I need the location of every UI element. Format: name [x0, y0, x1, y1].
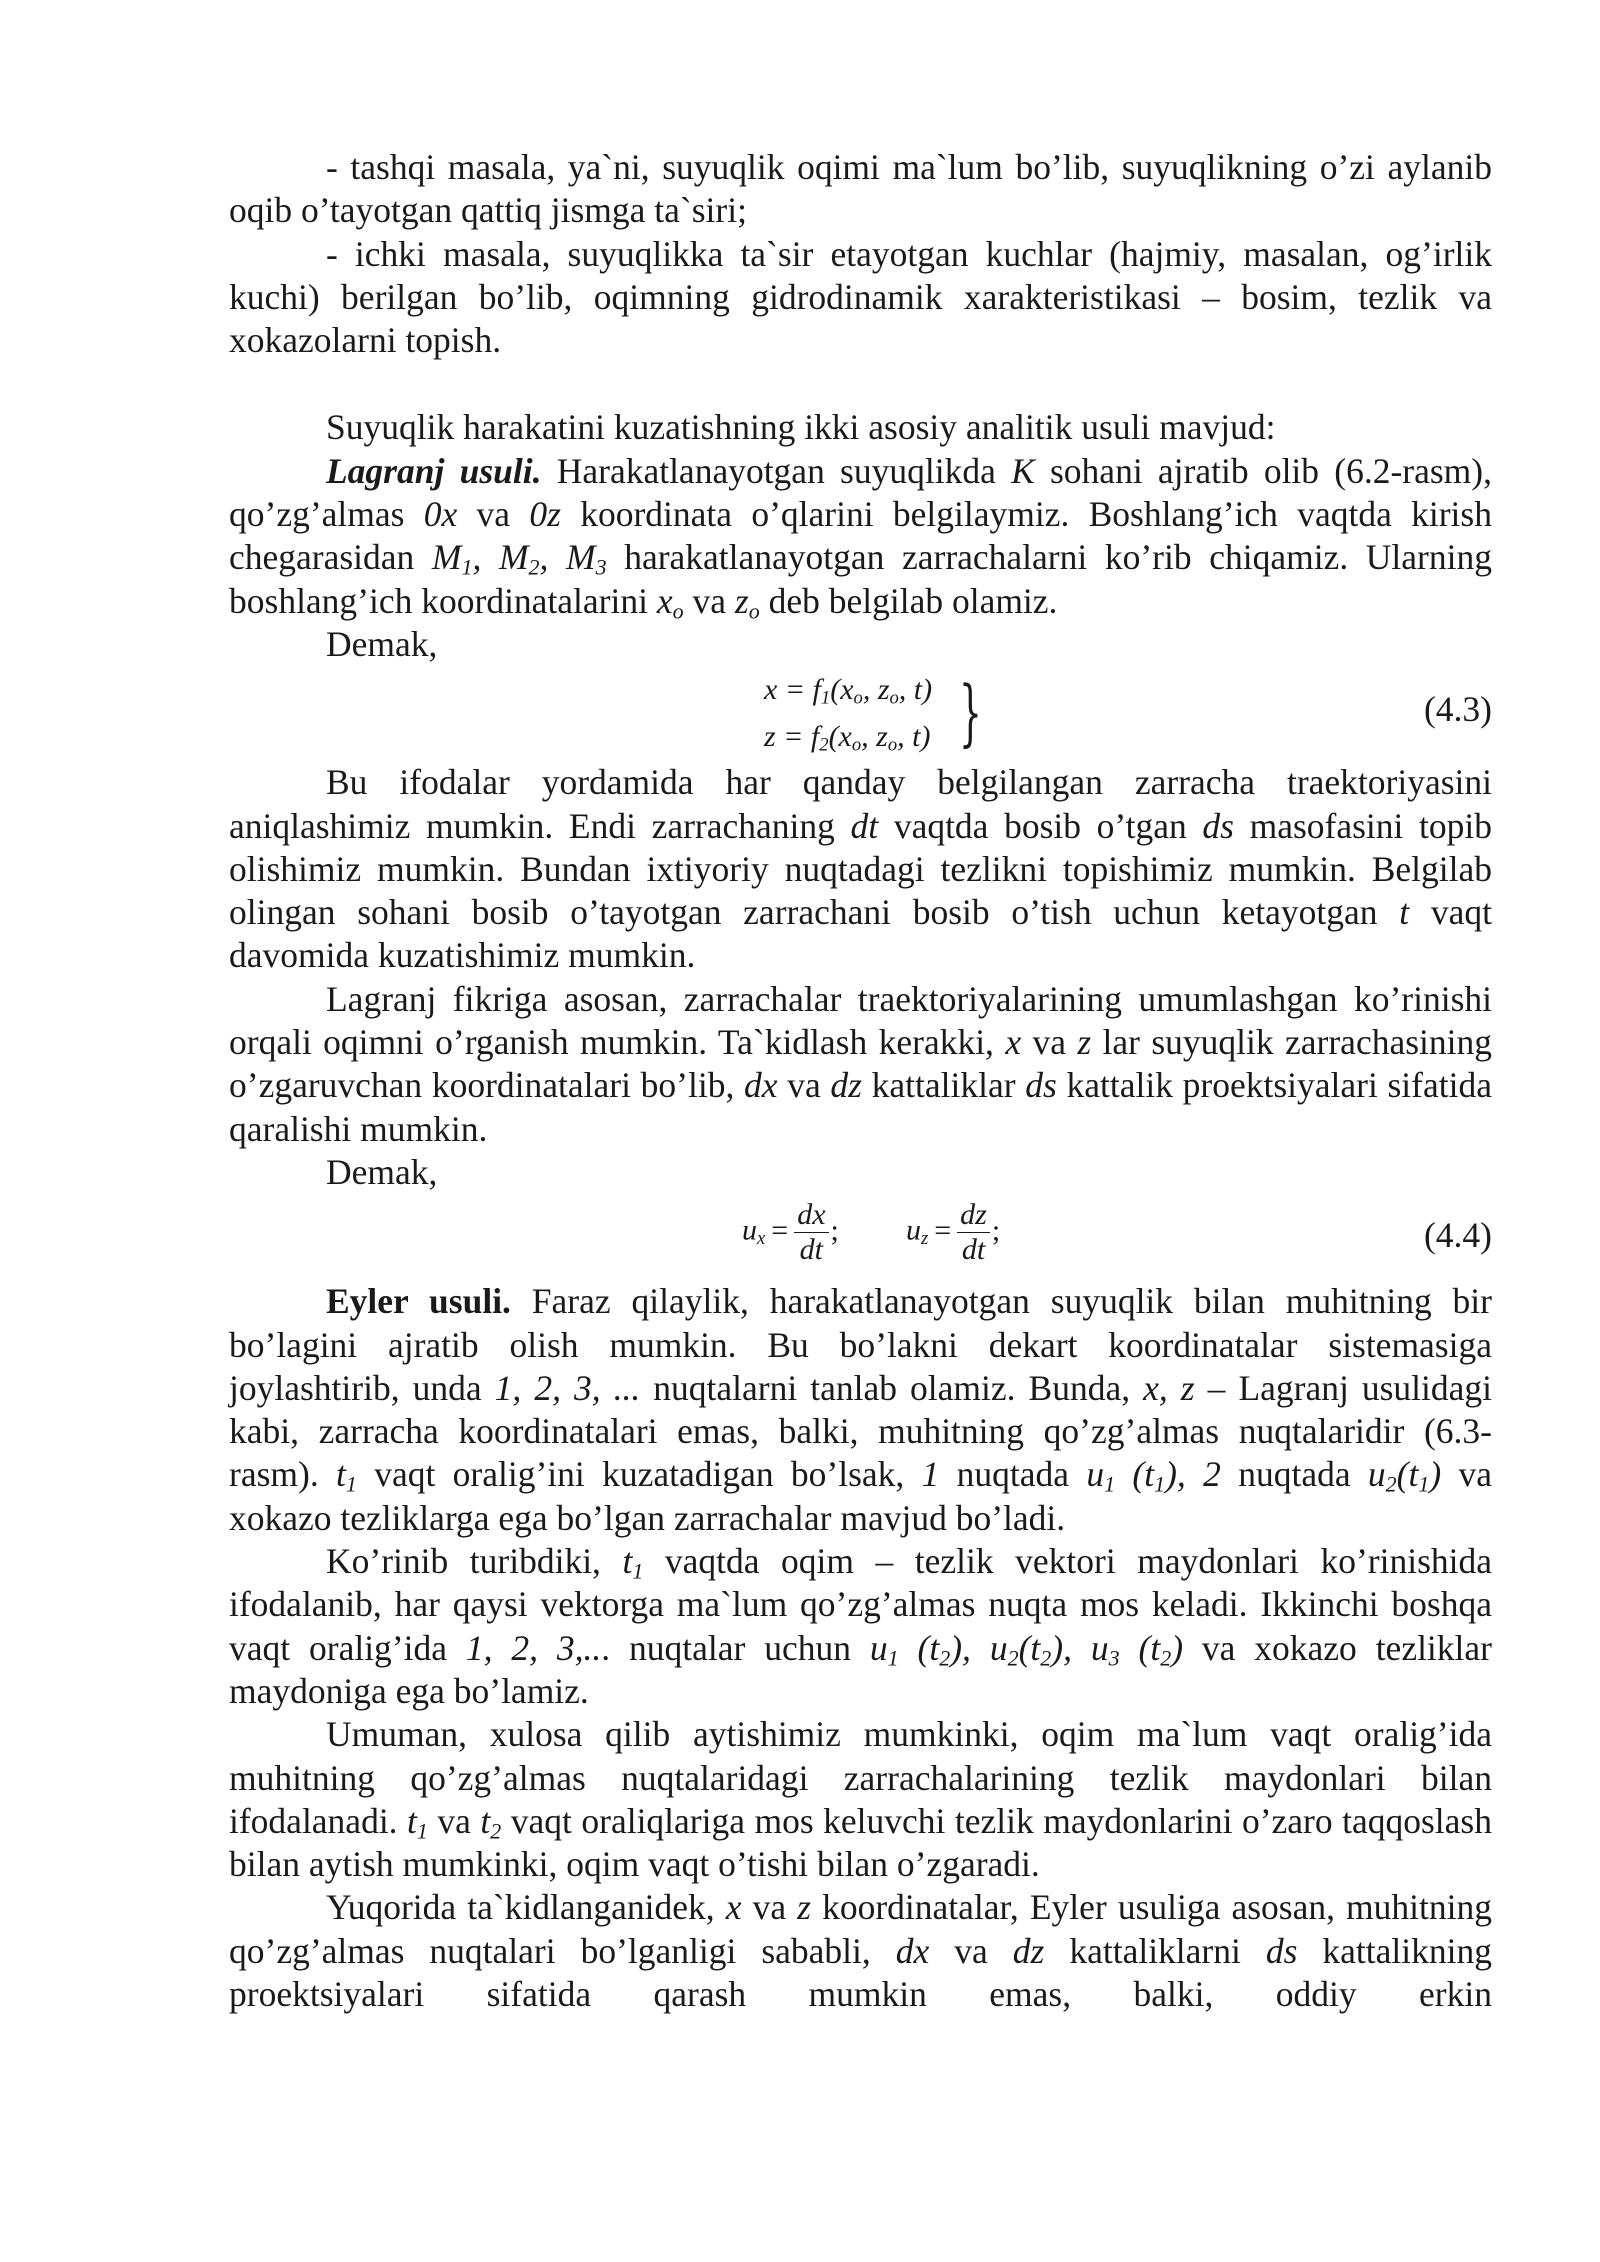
math-symbol: M	[566, 537, 596, 578]
paragraph-lagrange-idea	[229, 978, 1492, 1151]
math-symbol: ,	[472, 537, 499, 578]
paragraph-euler-coordinates	[229, 1886, 1492, 2016]
paragraph-text: deb belgilab olamiz.	[759, 580, 1058, 621]
fraction-dz-dt	[957, 1198, 990, 1267]
paragraph-text: Suyuqlik harakatini kuzatishning ikki asosiy analitik usuli mavjud:	[326, 407, 1276, 448]
math-subscript: 1	[887, 1645, 899, 1671]
paragraph-text: nuqtalarni tanlab olamiz. Bunda,	[640, 1367, 1144, 1408]
section-title-euler: Eyler usuli.	[326, 1281, 511, 1322]
paragraph-demak-2	[229, 1151, 1492, 1194]
math-subscript: 1	[632, 1558, 644, 1584]
math-symbol: M	[498, 537, 529, 578]
math-subscript: 1	[461, 554, 473, 580]
math-symbol: u	[1367, 1454, 1386, 1495]
paragraph-text: kattalikning proektsiyalari sifatida qarash mumkin emas, balki, oddiy erkin	[229, 1930, 1492, 2014]
math-text: , t)	[898, 673, 933, 707]
paragraph-text: - tashqi masala, ya`ni, suyuqlik oqimi ma`lum bo’lib, suyuqlikning o’zi aylanib oqib o’tayotgan qattiq jismga ta`siri;	[229, 147, 1492, 231]
paragraph-text: vaqtda bosib o’tgan	[878, 805, 1203, 846]
math-symbol: dz	[1012, 1930, 1045, 1971]
paragraph-text: - ichki masala, suyuqlikka ta`sir etayotgan kuchlar (hajmiy, masalan, og’irlik kuchi) berilgan bo’lib, oqimning gidrodinamik xarakteristikasi – bosim, tezlik va xokazolarni topish.	[229, 233, 1492, 361]
equation-4-3	[229, 666, 1492, 761]
equation-number: (4.4)	[1423, 1215, 1492, 1256]
paragraph-text: va	[777, 1065, 831, 1106]
paragraph-velocity-fields	[229, 1540, 1492, 1713]
math-text: x = f	[764, 673, 821, 707]
math-symbol: ),	[950, 1627, 990, 1668]
math-symbol: z	[797, 1887, 811, 1928]
math-symbol: (t	[1115, 1454, 1155, 1495]
math-symbol: 0z	[529, 494, 561, 535]
fraction-denominator: dt	[799, 1233, 824, 1267]
paragraph-text: masofasini topib olishimiz mumkin. Bundan ixtiyoriy nuqtadagi tezlikni topishimiz mumkin. Belgilab olingan sohani bosib o’tayotgan zarrachani bosib o’tish uchun ketayotgan	[229, 805, 1493, 933]
math-symbol: x	[1005, 1022, 1022, 1063]
math-text: , z	[861, 720, 888, 754]
paragraph-text: nuqtada	[939, 1454, 1087, 1495]
math-subscript: 2	[528, 554, 540, 580]
math-subscript: o	[853, 687, 863, 709]
math-symbol: ),	[1165, 1454, 1186, 1495]
math-symbol: )	[1429, 1454, 1442, 1495]
paragraph-text: Harakatlanayotgan suyuqlikda	[541, 450, 1012, 491]
paragraph-text: vaqtda oqim – tezlik vektori maydonlari ko’rinishida ifodalanib, har qaysi vektorga ma`lum qo’zg’almas nuqta mos keladi. Ikkinchi boshqa vaqt oralig’ida	[229, 1541, 1493, 1668]
equation-4-4	[229, 1194, 1492, 1280]
paragraph-text: va	[427, 1800, 481, 1841]
math-subscript: o	[672, 598, 684, 624]
paragraph-lagrange-method	[229, 450, 1492, 623]
math-subscript: o	[889, 687, 899, 709]
paragraph-text: Demak,	[326, 1151, 438, 1192]
math-symbol: x, z	[1143, 1367, 1195, 1408]
math-text: (x	[828, 720, 852, 754]
paragraph-text: va	[741, 1887, 798, 1928]
paragraph-euler-method	[229, 1280, 1492, 1540]
paragraph-gap	[229, 362, 1492, 406]
math-subscript: 2	[939, 1645, 951, 1671]
paragraph-text: va	[1021, 1022, 1078, 1063]
math-symbol: 1, 2, 3,..	[465, 1627, 602, 1668]
math-symbol: 0x	[423, 494, 458, 535]
paragraph-text: vaqt oraliqlariga mos keluvchi tezlik maydonlarini o’zaro taqqoslash bilan aytish mumkinki, oqim vaqt o’tishi bilan o’zgaradi.	[229, 1800, 1492, 1885]
equals-sign: =	[771, 1213, 789, 1247]
math-symbol: dx	[895, 1930, 930, 1971]
paragraph-text: . nuqtalar uchun	[601, 1627, 870, 1668]
math-subscript: 2	[490, 1818, 502, 1844]
math-subscript: o	[887, 734, 898, 756]
paragraph-demak-1	[229, 623, 1492, 666]
math-symbol: (t	[1018, 1627, 1041, 1668]
math-subscript: z	[921, 1228, 929, 1250]
math-symbol: x	[656, 580, 673, 621]
math-symbol: z	[734, 580, 749, 621]
math-symbol: )	[1171, 1627, 1184, 1668]
velocity-ux-formula	[742, 1198, 839, 1267]
math-symbol: ,	[539, 537, 567, 578]
math-symbol: t	[1399, 892, 1410, 933]
math-symbol: u	[989, 1627, 1008, 1668]
paragraph-text: va	[929, 1930, 1013, 1971]
math-text: z = f	[764, 720, 820, 754]
math-symbol: ds	[1202, 805, 1234, 846]
math-symbol: (t	[1396, 1454, 1419, 1495]
math-symbol: u	[1086, 1454, 1105, 1495]
math-subscript: o	[748, 598, 760, 624]
math-symbol: 1	[921, 1454, 940, 1495]
math-subscript: o	[851, 734, 862, 756]
paragraph-conclusion	[229, 1713, 1492, 1886]
fraction-numerator: dx	[794, 1198, 828, 1233]
equation-lines	[764, 666, 932, 760]
semicolon: ;	[991, 1213, 1001, 1247]
math-subscript: 1	[1154, 1471, 1166, 1497]
math-text: , z	[862, 673, 890, 707]
equation-number: (4.3)	[1423, 689, 1492, 730]
paragraph-text: kattalik proektsiyalari sifatida qaralishi mumkin.	[229, 1065, 1492, 1149]
paragraph-text: va xokazo tezliklarga ega bo’lgan zarrachalar mavjud bo’ladi.	[229, 1454, 1492, 1538]
math-subscript: 1	[345, 1471, 357, 1497]
math-text: , t)	[897, 720, 931, 754]
math-subscript: 1	[416, 1818, 428, 1844]
math-subscript: 1	[820, 687, 831, 709]
math-symbol: dz	[830, 1065, 862, 1106]
paragraph-text: sohani ajratib olib (6.2-rasm), qo’zg’almas	[229, 450, 1492, 535]
math-symbol: u	[1090, 1627, 1109, 1668]
math-symbol: ),	[1051, 1627, 1091, 1668]
document-page	[229, 146, 1492, 2016]
math-subscript: 2	[1007, 1645, 1019, 1671]
math-subscript: 2	[819, 734, 829, 756]
math-symbol: t	[480, 1800, 491, 1841]
equation-line-z	[764, 713, 932, 760]
paragraph-external-problem	[229, 146, 1492, 233]
math-symbol: dt	[850, 805, 879, 846]
paragraph-methods-intro	[229, 406, 1492, 449]
math-symbol: t	[622, 1541, 633, 1582]
fraction-denominator: dt	[961, 1233, 986, 1267]
paragraph-text: nuqtada	[1220, 1454, 1368, 1495]
paragraph-text: Bu ifodalar yordamida har qanday belgilangan zarracha traektoriyasini aniqlashimiz mumkin. Endi zarrachaning	[229, 762, 1492, 846]
math-symbol: z	[1077, 1022, 1092, 1063]
math-symbol: u	[742, 1213, 757, 1247]
fraction-dx-dt	[794, 1198, 828, 1267]
paragraph-text: Umuman, xulosa qilib aytishimiz mumkinki, oqim ma`lum vaqt oralig’ida muhitning qo’zg’almas nuqtalaridagi zarrachalarining tezlik maydonlari bilan ifodalanadi.	[229, 1714, 1492, 1841]
math-subscript: x	[757, 1228, 766, 1250]
paragraph-text: Yuqorida ta`kidlanganidek,	[326, 1887, 726, 1928]
paragraph-text: Ko’rinib turibdiki,	[326, 1541, 623, 1582]
paragraph-text: Faraz qilaylik, harakatlanayotgan suyuqlik bilan muhitning bir bo’lagini ajratib olish mumkin. Bu bo’lakni dekart koordinatalar sistemasiga joylashtirib, unda	[229, 1281, 1492, 1408]
math-subscript: 3	[595, 554, 607, 580]
math-symbol: t	[407, 1800, 417, 1841]
paragraph-text: kattaliklar	[861, 1065, 1026, 1106]
math-symbol: ds	[1265, 1930, 1298, 1971]
section-title-lagrange: Lagranj usuli.	[326, 450, 542, 491]
paragraph-internal-problem	[229, 233, 1492, 363]
paragraph-text: va	[457, 494, 530, 535]
velocity-uz-formula	[906, 1198, 1000, 1267]
paragraph-text: lar suyuqlik zarrachasining o’zgaruvchan koordinatalari bo’lib,	[229, 1022, 1492, 1106]
math-symbol: x	[725, 1887, 742, 1928]
math-symbol: (t	[1119, 1627, 1161, 1668]
math-subscript: 3	[1108, 1645, 1120, 1671]
semicolon: ;	[830, 1213, 839, 1247]
math-symbol: u	[869, 1627, 888, 1668]
paragraph-text: va	[683, 580, 735, 621]
math-subscript: 1	[1104, 1471, 1116, 1497]
math-symbol: M	[431, 537, 462, 578]
math-symbol: K	[1011, 450, 1035, 491]
math-symbol: dx	[744, 1065, 778, 1106]
paragraph-text: va xokazo tezliklar maydoniga ega bo’lamiz.	[229, 1627, 1492, 1711]
math-symbol: (t	[898, 1627, 940, 1668]
fraction-numerator: dz	[957, 1198, 990, 1233]
math-symbol: ds	[1025, 1065, 1057, 1106]
paragraph-text: koordinata o’qlarini belgilaymiz. Boshlang’ich vaqtda kirish chegarasidan	[229, 494, 1492, 578]
paragraph-text	[1186, 1454, 1203, 1494]
math-text: (x	[830, 673, 854, 707]
equation-line-x	[764, 666, 932, 713]
math-subscript: 2	[1040, 1645, 1052, 1671]
math-symbol: t	[336, 1454, 346, 1495]
paragraph-text: koordinatalar, Eyler usuliga asosan, muhitning qo’zg’almas nuqtalari bo’lganligi sababli,	[229, 1887, 1492, 1971]
paragraph-text: Lagranj fikriga asosan, zarrachalar traektoriyalarining umumlashgan ko’rinishi orqali oqimni o’rganish mumkin. Ta`kidlash kerakki,	[229, 978, 1492, 1063]
paragraph-text: vaqt davomida kuzatishimiz mumkin.	[229, 892, 1492, 976]
paragraph-text: harakatlanayotgan zarrachalarni ko’rib chiqamiz. Ularning boshlang’ich koordinatalarini	[229, 537, 1492, 621]
paragraph-trajectory	[229, 761, 1492, 977]
math-symbol: u	[906, 1213, 921, 1247]
math-subscript: 2	[1385, 1471, 1397, 1497]
paragraph-text: Demak,	[326, 623, 438, 664]
equals-sign: =	[934, 1213, 952, 1247]
math-symbol: 1, 2, 3, ...	[494, 1367, 641, 1408]
paragraph-text: vaqt oralig’ini kuzatadigan bo’lsak,	[356, 1454, 922, 1495]
right-brace: }	[959, 670, 982, 755]
math-symbol: 2	[1203, 1454, 1221, 1495]
paragraph-text: – Lagranj usulidagi kabi, zarracha koordinatalari emas, balki, muhitning qo’zg’almas nuqtalaridir (6.3-rasm).	[229, 1367, 1493, 1495]
paragraph-text: kattaliklarni	[1044, 1930, 1266, 1971]
math-subscript: 1	[1418, 1471, 1430, 1497]
math-subscript: 2	[1160, 1645, 1172, 1671]
